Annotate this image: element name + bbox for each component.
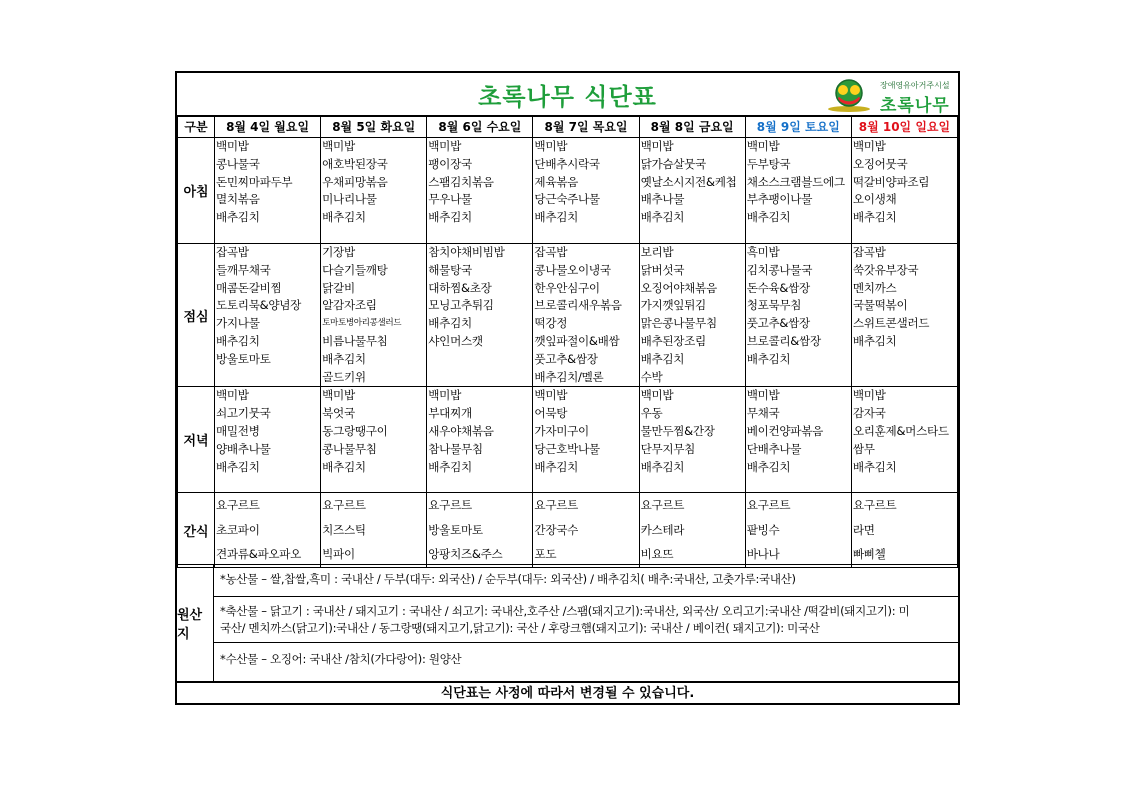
menu-item: 우동	[640, 406, 663, 421]
menu-item: 배추김치	[852, 210, 897, 225]
menu-item: 보리밥	[640, 245, 674, 259]
menu-item: 치즈스틱	[322, 522, 366, 537]
menu-item: 배추김치	[216, 333, 260, 348]
page-title: 초록나무 식단표	[478, 83, 657, 111]
menu-item: 동그랑땡구이	[322, 423, 388, 438]
origin-produce: *농산물 – 쌀,찹쌀,흑미 : 국내산 / 두부(대두: 외국산) / 순두부(대두: 외국산) / 배추김치( 배추:국내산, 고춧가루:국내산)	[214, 565, 958, 597]
menu-item: 배추김치	[640, 459, 685, 474]
menu-cell-mon	[215, 138, 321, 244]
menu-cell-sat	[745, 244, 851, 387]
menu-item: 가지깻잎튀김	[640, 298, 706, 313]
menu-item: 팽이장국	[428, 156, 472, 171]
menu-item: 한우안심구이	[534, 280, 600, 295]
menu-item: 요구르트	[852, 498, 897, 513]
menu-item: 배추된장조림	[640, 333, 706, 348]
menu-item: 매밀전병	[216, 423, 260, 438]
menu-cell-sat	[745, 138, 851, 244]
menu-cell-sun	[851, 138, 957, 244]
header-corner: 구분	[178, 116, 215, 138]
menu-item: 브로콜리&쌈장	[746, 333, 821, 348]
menu-item: 요구르트	[322, 498, 366, 513]
menu-cell-mon	[215, 493, 321, 568]
menu-item: 옛날소시지전&케첩	[640, 174, 737, 189]
header-day-fri: 8월 8일 금요일	[639, 116, 745, 138]
menu-item: 무우나물	[428, 192, 472, 207]
menu-item: 배추김치	[428, 210, 472, 225]
logo	[826, 78, 952, 116]
menu-item: 초코파이	[216, 522, 260, 537]
menu-item: 미나리나물	[322, 192, 377, 207]
menu-item: 떡갈비양파조림	[852, 174, 930, 189]
menu-item: 물만두찜&간장	[640, 423, 715, 438]
menu-item: 간장국수	[534, 522, 579, 537]
meal-label: 간식	[178, 493, 215, 568]
menu-item: 백미밥	[322, 139, 355, 153]
menu-item: 라면	[852, 522, 875, 537]
menu-item: 청포묵무침	[746, 298, 802, 313]
menu-item: 해물탕국	[428, 262, 472, 277]
menu-cell-sat	[745, 493, 851, 568]
menu-item: 콩나물오이냉국	[534, 262, 611, 277]
menu-item: 백미밥	[746, 139, 780, 153]
menu-item: 오징어야채볶음	[640, 280, 717, 295]
meal-row-lunch	[178, 244, 958, 387]
menu-cell-tue	[321, 387, 427, 493]
menu-item: 단무지무침	[640, 441, 696, 456]
menu-cell-wed	[427, 138, 533, 244]
menu-cell-sun	[851, 387, 957, 493]
menu-item: 토마토병아리콩샐러드	[322, 318, 402, 329]
menu-item: 견과류&파오파오	[216, 547, 302, 562]
menu-item: 북엇국	[322, 406, 355, 421]
menu-item: 맑은콩나물무침	[640, 316, 717, 331]
menu-item: 요구르트	[534, 498, 579, 513]
menu-cell-wed	[427, 244, 533, 387]
menu-item: 새우야채볶음	[428, 423, 494, 438]
menu-item: 배추김치	[852, 333, 897, 348]
menu-item: 백미밥	[216, 139, 249, 153]
menu-item: 백미밥	[852, 139, 886, 153]
origin-livestock	[214, 597, 958, 643]
logo-subtitle: 장애영유아거주시설	[880, 81, 950, 90]
header-day-wed: 8월 6일 수요일	[427, 116, 533, 138]
origin-label: 원산지	[177, 565, 214, 681]
menu-item: 골드키위	[322, 369, 366, 384]
menu-item: 수박	[640, 369, 663, 384]
menu-item: 배추김치	[216, 210, 260, 225]
meal-plan-sheet	[175, 71, 960, 705]
meal-row-breakfast	[178, 138, 958, 244]
origin-livestock-line: 국산/ 멘치까스(닭고기):국내산 / 동그랑땡(돼지고기,닭고기): 국산 / 후랑크햄(돼지고기): 국내산 / 베이컨( 돼지고기): 미국산	[220, 621, 820, 635]
menu-item: 배추김치	[746, 459, 791, 474]
menu-item: 백미밥	[322, 388, 355, 403]
menu-item: 떡강정	[534, 316, 568, 331]
menu-cell-mon	[215, 244, 321, 387]
menu-item: 배추김치	[534, 459, 579, 474]
menu-cell-mon	[215, 387, 321, 493]
menu-item: 백미밥	[534, 388, 568, 403]
menu-cell-fri	[639, 387, 745, 493]
menu-item: 요구르트	[746, 498, 791, 513]
menu-item: 풋고추&쌈장	[746, 316, 810, 331]
menu-item: 단배추나물	[746, 441, 802, 456]
menu-item: 배추김치	[746, 210, 791, 225]
menu-item: 참나물무침	[428, 441, 483, 456]
menu-item: 오징어뭇국	[852, 156, 908, 171]
menu-cell-thu	[533, 493, 639, 568]
menu-item: 어묵탕	[534, 406, 568, 421]
menu-item: 카스테라	[640, 522, 685, 537]
menu-item: 포도	[534, 547, 557, 562]
menu-item: 요구르트	[640, 498, 685, 513]
menu-item: 배추김치	[322, 459, 366, 474]
menu-cell-sat	[745, 387, 851, 493]
menu-cell-sun	[851, 493, 957, 568]
menu-item: 두부탕국	[746, 156, 791, 171]
menu-cell-tue	[321, 493, 427, 568]
menu-cell-fri	[639, 493, 745, 568]
menu-item: 모닝고추튀김	[428, 298, 494, 313]
menu-item: 팥빙수	[746, 522, 780, 537]
menu-item: 기장밥	[322, 245, 355, 259]
menu-item: 샤인머스캣	[428, 333, 483, 348]
menu-item: 바나나	[746, 547, 780, 562]
menu-item: 백미밥	[216, 388, 249, 403]
menu-item: 백미밥	[640, 139, 674, 153]
menu-item: 감자국	[852, 406, 886, 421]
menu-item: 부대찌개	[428, 406, 472, 421]
menu-item: 참치야채비빔밥	[428, 245, 505, 259]
header-day-mon: 8월 4일 월요일	[215, 116, 321, 138]
menu-item: 배추김치	[746, 351, 791, 366]
menu-item: 배추김치	[640, 210, 685, 225]
menu-item: 스팸김치볶음	[428, 174, 494, 189]
menu-item: 가지나물	[216, 316, 260, 331]
meal-row-snack	[178, 493, 958, 568]
menu-item: 양배추나물	[216, 441, 271, 456]
header-day-sat: 8월 9일 토요일	[745, 116, 851, 138]
menu-item: 백미밥	[746, 388, 780, 403]
menu-item: 잡곡밥	[852, 245, 886, 259]
menu-item: 배추김치	[852, 459, 897, 474]
menu-cell-tue	[321, 244, 427, 387]
logo-name: 초록나무	[880, 96, 950, 116]
menu-item: 빅파이	[322, 547, 355, 562]
menu-item: 단배추시락국	[534, 156, 600, 171]
menu-item: 빠삐첼	[852, 547, 886, 562]
menu-item: 배추김치	[428, 459, 472, 474]
menu-cell-wed	[427, 493, 533, 568]
meal-table	[177, 115, 958, 568]
menu-cell-fri	[639, 138, 745, 244]
origin-seafood: *수산물 – 오징어: 국내산 /참치(가다랑어): 원양산	[220, 652, 462, 666]
menu-item: 배추나물	[640, 192, 685, 207]
menu-item: 무채국	[746, 406, 780, 421]
menu-item: 앙팡치즈&주스	[428, 547, 503, 562]
menu-item: 배추김치	[322, 351, 366, 366]
menu-item: 닭가슴살뭇국	[640, 156, 706, 171]
menu-item: 쑥갓유부장국	[852, 262, 919, 277]
menu-cell-wed	[427, 387, 533, 493]
menu-item: 배추김치	[534, 210, 579, 225]
menu-item: 국물떡볶이	[852, 298, 908, 313]
meal-label: 아침	[178, 138, 215, 244]
origin-section	[177, 564, 958, 681]
menu-item: 잡곡밥	[216, 245, 249, 259]
menu-item: 요구르트	[216, 498, 260, 513]
header-day-sun: 8월 10일 일요일	[851, 116, 957, 138]
menu-item: 백미밥	[534, 139, 568, 153]
menu-item: 김치콩나물국	[746, 262, 813, 277]
menu-item: 멘치까스	[852, 280, 897, 295]
menu-item: 매콤돈갈비찜	[216, 280, 282, 295]
menu-item: 돈민찌마파두부	[216, 174, 293, 189]
meal-row-dinner	[178, 387, 958, 493]
tree-logo-icon	[826, 78, 872, 112]
menu-item: 브로콜리새우볶음	[534, 298, 622, 313]
meal-label: 점심	[178, 244, 215, 387]
menu-cell-tue	[321, 138, 427, 244]
menu-item: 콩나물국	[216, 156, 260, 171]
menu-item: 잡곡밥	[534, 245, 568, 259]
menu-item: 쌈무	[852, 441, 875, 456]
menu-item: 깻잎파절이&배쌈	[534, 333, 620, 348]
menu-cell-sun	[851, 244, 957, 387]
menu-item: 배추김치/멜론	[534, 369, 604, 384]
menu-item: 배추김치	[216, 459, 260, 474]
menu-item: 가자미구이	[534, 423, 589, 438]
menu-item: 쇠고기뭇국	[216, 406, 271, 421]
menu-item: 오리훈제&머스타드	[852, 423, 949, 438]
menu-cell-thu	[533, 244, 639, 387]
menu-item: 우채피망볶음	[322, 174, 388, 189]
menu-item: 풋고추&쌈장	[534, 351, 598, 366]
menu-item: 흑미밥	[746, 245, 780, 259]
menu-item: 비름나물무침	[322, 333, 388, 348]
menu-item: 백미밥	[852, 388, 886, 403]
header-day-tue: 8월 5일 화요일	[321, 116, 427, 138]
menu-item: 도토리묵&양념장	[216, 298, 302, 313]
menu-item: 멸치볶음	[216, 192, 260, 207]
menu-item: 돈수육&쌈장	[746, 280, 810, 295]
menu-item: 오이생채	[852, 192, 897, 207]
menu-cell-thu	[533, 138, 639, 244]
menu-item: 다슬기들깨탕	[322, 262, 388, 277]
header-row	[178, 116, 958, 138]
change-notice: 식단표는 사정에 따라서 변경될 수 있습니다.	[177, 681, 958, 705]
menu-item: 방울토마토	[216, 351, 271, 366]
menu-item: 제육볶음	[534, 174, 579, 189]
menu-item: 애호박된장국	[322, 156, 388, 171]
menu-item: 당근호박나물	[534, 441, 600, 456]
menu-item: 당근숙주나물	[534, 192, 600, 207]
menu-cell-fri	[639, 244, 745, 387]
menu-item: 백미밥	[428, 139, 461, 153]
menu-item: 들깨무채국	[216, 262, 271, 277]
origin-livestock-line: *축산물 – 닭고기 : 국내산 / 돼지고기 : 국내산 / 쇠고기: 국내산,호주산 /스팸(돼지고기):국내산, 외국산/ 오리고기:국내산 /떡갈비(돼지고기): 미	[220, 604, 910, 618]
menu-item: 요구르트	[428, 498, 472, 513]
menu-item: 부추팽이나물	[746, 192, 813, 207]
menu-item: 스위트콘샐러드	[852, 316, 930, 331]
meal-label: 저녁	[178, 387, 215, 493]
menu-item: 비요뜨	[640, 547, 674, 562]
menu-item: 배추김치	[640, 351, 685, 366]
menu-item: 방울토마토	[428, 522, 483, 537]
menu-cell-thu	[533, 387, 639, 493]
menu-item: 채소스크램블드에그	[746, 174, 845, 189]
title-bar	[177, 73, 958, 117]
menu-item: 백미밥	[428, 388, 461, 403]
menu-item: 백미밥	[640, 388, 674, 403]
menu-item: 닭갈비	[322, 280, 355, 295]
menu-item: 배추김치	[428, 316, 472, 331]
menu-item: 베이컨양파볶음	[746, 423, 824, 438]
menu-item: 알감자조림	[322, 298, 377, 313]
menu-item: 닭버섯국	[640, 262, 685, 277]
menu-item: 콩나물무침	[322, 441, 377, 456]
menu-item: 배추김치	[322, 210, 366, 225]
header-day-thu: 8월 7일 목요일	[533, 116, 639, 138]
menu-item: 대하찜&초장	[428, 280, 492, 295]
